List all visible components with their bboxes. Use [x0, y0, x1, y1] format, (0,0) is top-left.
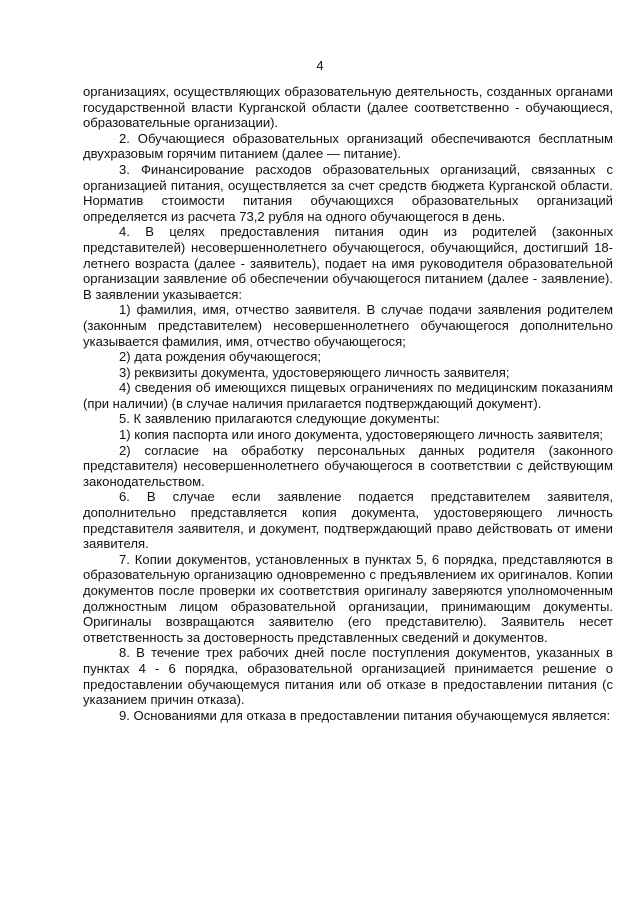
paragraph-4-item-2: 2) дата рождения обучающегося;	[119, 349, 321, 365]
paragraph-8: 8. В течение трех рабочих дней после поступления документов, указанных в пунктах 4 - 6 порядка, образовательной организацией принимается решение о предоставлении обучающемуся питания или об отказе в предоставлении питания (с указанием причин отказа).	[83, 645, 613, 708]
paragraph-4-item-3: 3) реквизиты документа, удостоверяющего личность заявителя;	[119, 364, 510, 380]
paragraph-6: 6. В случае если заявление подается представителем заявителя, дополнительно представляется копия документа, удостоверяющего личность представителя заявителя, и документ, подтверждающий право действовать от имени заявителя.	[83, 489, 613, 552]
document-body	[83, 84, 613, 723]
paragraph-5-item-1: 1) копия паспорта или иного документа, удостоверяющего личность заявителя;	[119, 427, 604, 443]
paragraph-3: 3. Финансирование расходов образовательных организаций, связанных с организацией питания, осуществляется за счет средств бюджета Курганской области. Норматив стоимости питания обучающихся образовательных организаций определяется из расчета 73,2 рубля на одного обучающегося в день.	[83, 161, 613, 224]
paragraph-4: 4. В целях предоставления питания один из родителей (законных представителей) несовершеннолетнего обучающегося, обучающийся, достигший 18-летнего возраста (далее - заявитель), подает на имя руководителя образовательной организации заявление об обеспечении обучающегося питанием (далее - заявление). В заявлении указывается:	[83, 224, 613, 302]
paragraph-9: 9. Основаниями для отказа в предоставлении питания обучающемуся является:	[119, 707, 611, 723]
page-number: 4	[316, 58, 324, 73]
paragraph-4-item-1: 1) фамилия, имя, отчество заявителя. В случае подачи заявления родителем (законным представителем) несовершеннолетнего обучающегося дополнительно указывается фамилия, имя, отчество обучающегося;	[83, 302, 613, 349]
paragraph-7: 7. Копии документов, установленных в пунктах 5, 6 порядка, представляются в образовательную организацию одновременно с предъявлением их оригиналов. Копии документов после проверки их соответствия оригиналу заверяются уполномоченным должностным лицом образовательной организации, принимающим документы. Оригиналы возвращаются заявителю (его представителю). Заявитель несет ответственность за достоверность представленных сведений и документов.	[83, 551, 613, 645]
paragraph-continuation: организациях, осуществляющих образовательную деятельность, созданных органами государственной власти Курганской области (далее соответственно - обучающиеся, образовательные организации).	[83, 84, 613, 131]
paragraph-5: 5. К заявлению прилагаются следующие документы:	[119, 411, 440, 427]
paragraph-4-item-4: 4) сведения об имеющихся пищевых ограничениях по медицинским показаниям (при наличии) (в случае наличия прилагается подтверждающий документ).	[83, 380, 613, 411]
paragraph-2: 2. Обучающиеся образовательных организаций обеспечиваются бесплатным двухразовым горячим питанием (далее — питание).	[83, 130, 613, 162]
paragraph-5-item-2: 2) согласие на обработку персональных данных родителя (законного представителя) несовершеннолетнего обучающегося в соответствии с действующим законодательством.	[83, 442, 613, 489]
